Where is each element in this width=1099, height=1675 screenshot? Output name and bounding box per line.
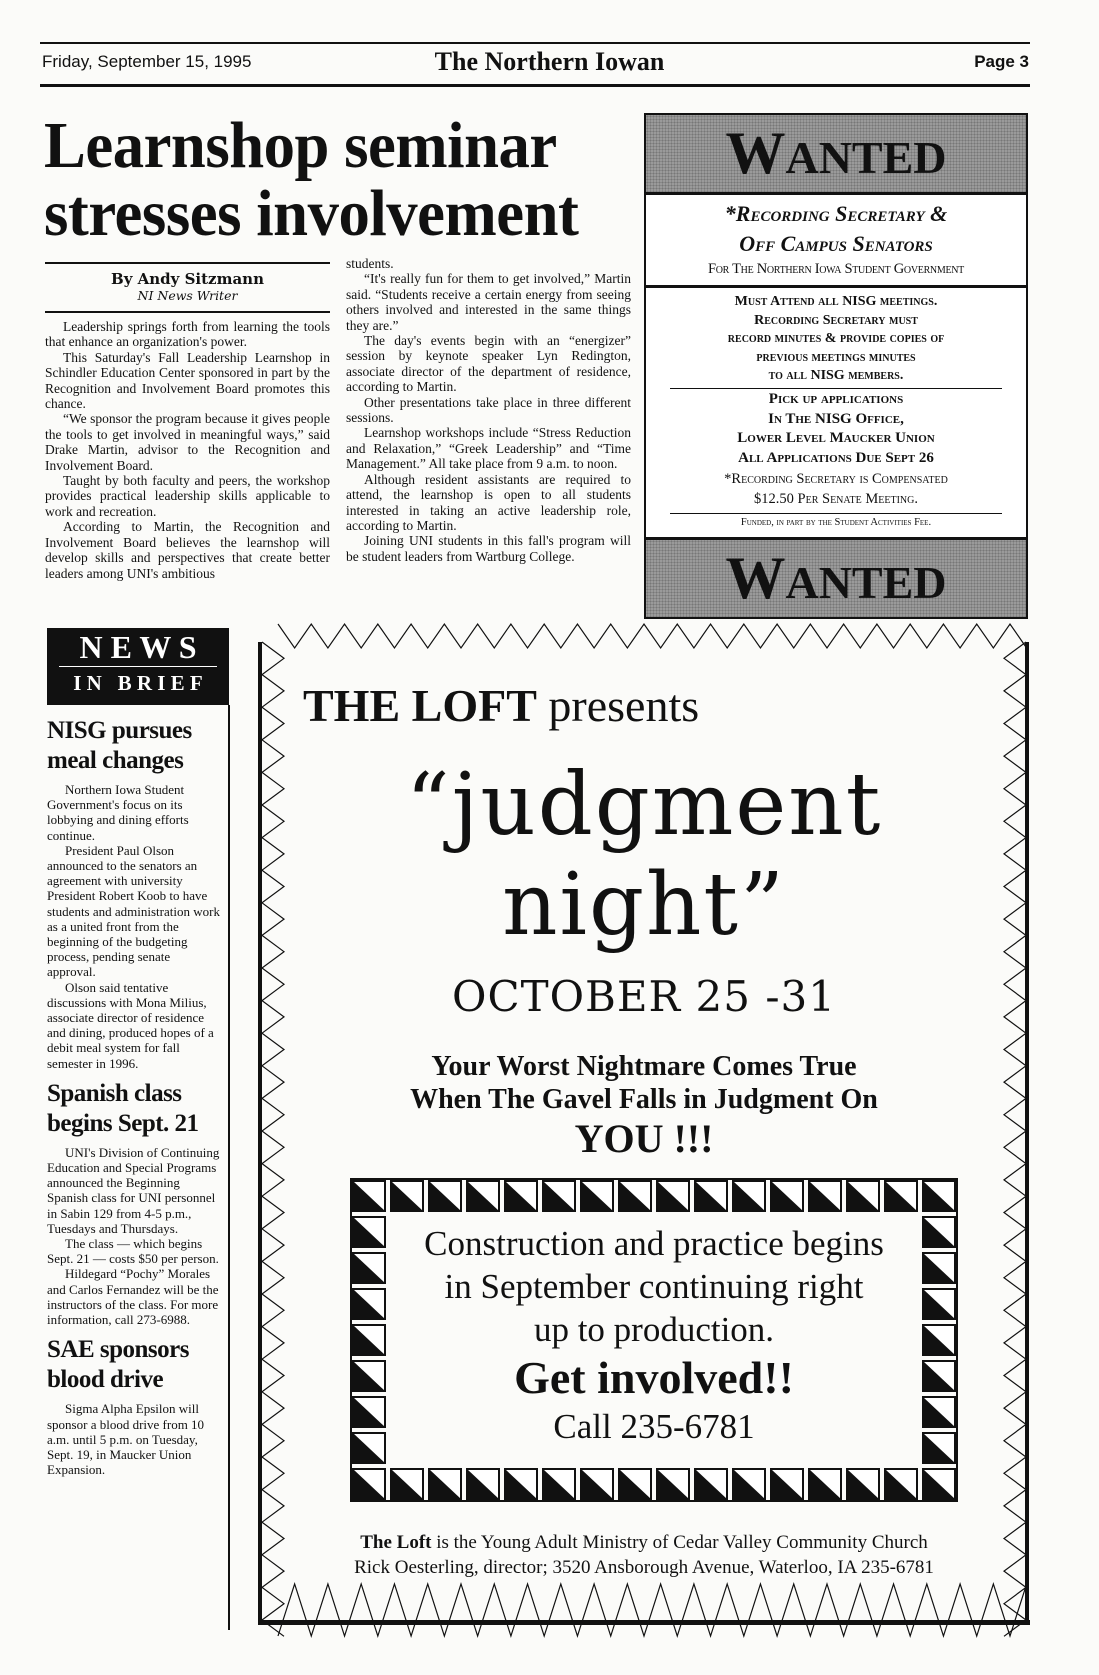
article-headline — [44, 109, 579, 250]
positions: *Recording Secretary & Off Campus Senators — [724, 201, 948, 256]
border-tile — [391, 1469, 423, 1499]
border-tile — [353, 1469, 385, 1499]
event-title-2: night” — [502, 855, 786, 955]
paragraph: President Paul Olson announced to the senators an agreement with university President Robert Koob to have students and administration work as a united front from the beginning of the budgeting process, pending senate approval. — [47, 842, 220, 980]
paragraph: Leadership springs forth from learning the tools that enhance an organization's power. — [45, 319, 330, 350]
sidebar-rule — [228, 705, 230, 1630]
border-tile — [847, 1469, 879, 1499]
brief-headline: Spanish class begins Sept. 21 — [47, 1079, 199, 1137]
border-tile — [885, 1181, 917, 1211]
border-tile — [733, 1181, 765, 1211]
brief-body — [47, 1401, 221, 1477]
border-tile — [543, 1181, 575, 1211]
border-tile — [885, 1469, 917, 1499]
news-briefs — [47, 716, 221, 1485]
byline-bottom-rule — [45, 311, 330, 313]
border-tile — [695, 1181, 727, 1211]
paragraph: The day's events begin with an “energizer” session by keynote speaker Lyn Redington, associate director of the department of residence, according to Martin. — [346, 333, 631, 395]
border-tile — [543, 1469, 575, 1499]
divider — [670, 388, 1002, 389]
border-tile — [505, 1181, 537, 1211]
paragraph: Sigma Alpha Epsilon will sponsor a blood drive from 10 a.m. until 5 p.m. on Tuesday, Sept. 19, in Maucker Union Expansion. — [47, 1401, 205, 1478]
header-bottom-rule — [40, 84, 1030, 87]
paragraph: According to Martin, the Recognition and Involvement Board believes the learnshop will develop skills and perspectives that create better leaders among UNI's ambitious — [45, 519, 330, 581]
paragraph: Although resident assistants are required to attend, the learnshop is open to all students interested in taking an active leadership role, according to Martin. — [346, 471, 631, 533]
page-number: Page 3 — [974, 52, 1029, 71]
headline-line-2: stresses involvement — [44, 177, 579, 250]
event-dates: OCTOBER 25 -31 — [452, 972, 836, 1021]
issue-date: Friday, September 15, 1995 — [42, 52, 252, 71]
funded-note: Funded, in part by the Student Activities Fee. — [740, 517, 932, 528]
border-tile — [467, 1469, 499, 1499]
zigzag-edge — [278, 624, 1027, 648]
get-involved: Get involved!! — [514, 1352, 794, 1403]
border-bar — [258, 1620, 1030, 1625]
paragraph: “We sponsor the program because it gives people the tools to get involved in meaningful ways,” said Drake Martin, advisor to the Recognition and Involvement Board. — [45, 411, 330, 473]
paragraph: Olson said tentative discussions with Mona Milius, associate director of residence and dining, produced hopes of a debit meal system for fall semester in 1996. — [47, 979, 214, 1071]
border-tile — [923, 1469, 955, 1499]
masthead: The Northern Iowan — [434, 47, 665, 76]
pickup-info — [646, 390, 1026, 468]
ad-line: Recording Secretary must — [754, 312, 918, 328]
column-2-lead: students. — [346, 256, 394, 271]
paragraph: Joining UNI students in this fall's program will be student leaders from Wartburg College. — [346, 533, 631, 564]
border-tile — [619, 1181, 651, 1211]
ad-line: In The NISG Office, — [768, 410, 904, 427]
ad-line: Must Attend all NISG meetings. — [734, 294, 938, 309]
divider — [670, 513, 1002, 514]
paragraph: UNI's Division of Continuing Education and Special Programs announced the Beginning Spanish class for UNI personnel in Sabin 129 from 4-5 p.m., Tuesdays and Thursdays. — [47, 1144, 220, 1236]
border-tile — [467, 1181, 499, 1211]
ad-line: *Recording Secretary is Compensated — [724, 471, 948, 487]
ad-line: $12.50 Per Senate Meeting. — [754, 490, 918, 507]
border-tile — [391, 1181, 423, 1211]
paragraph: Hildegard “Pochy” Morales and Carlos Fernandez will be the instructors of the class. For more information, call 273-6988. — [47, 1266, 219, 1328]
ad-line: to all NISG members. — [768, 368, 904, 383]
brief-headline: NISG pursues meal changes — [47, 717, 192, 774]
border-tile — [657, 1181, 689, 1211]
border-tile — [429, 1469, 461, 1499]
paragraph: Taught by both faculty and peers, the workshop provides practical leadership skills applicable to work and recreation. — [45, 473, 330, 519]
border-tile — [657, 1469, 689, 1499]
divider — [646, 192, 1026, 195]
wanted-banner-top: WANTED — [646, 115, 1026, 192]
byline — [45, 270, 330, 303]
construction-box: Construction and practice begins in September continuing right up to production. Get involved!! Call 235-6781 — [350, 1222, 958, 1448]
requirements — [646, 293, 1026, 386]
paragraph: “It's really fun for them to get involved,” Martin said. “Students receive a certain energy from seeing others involved and interested in the same things they are.” — [346, 271, 631, 333]
paragraph: This Saturday's Fall Leadership Learnshop in Schindler Education Center sponsored in part by the Recognition and Involvement Board promotes this chance. — [45, 349, 330, 412]
compensation — [646, 470, 1026, 509]
border-tile — [847, 1181, 879, 1211]
tagline: Your Worst Nightmare Comes True When The Gavel Falls in Judgment On YOU !!! — [410, 1051, 878, 1161]
news-in-brief-banner — [47, 628, 229, 705]
call-number: Call 235-6781 — [553, 1407, 755, 1446]
ad-line: record minutes & provide copies of — [727, 331, 945, 346]
ad-line: Pick up applications — [768, 391, 904, 407]
border-tile — [809, 1469, 841, 1499]
border-tile — [733, 1469, 765, 1499]
paragraph: Northern Iowa Student Government's focus on its lobbying and dining efforts continue. — [47, 782, 189, 843]
border-tile — [505, 1469, 537, 1499]
border-tile — [619, 1469, 651, 1499]
border-tile — [581, 1181, 613, 1211]
for-line: For The Northern Iowa Student Government — [707, 261, 964, 277]
author-role: NI News Writer — [137, 288, 238, 303]
border-tile — [771, 1181, 803, 1211]
brief-body — [47, 1145, 221, 1327]
header-top-rule — [40, 42, 1030, 44]
loft-footer: The Loft is the Young Adult Ministry of Cedar Valley Community Church Rick Oesterling, director; 3520 Ansborough Avenue, Waterloo, IA 235-6781 — [354, 1532, 934, 1578]
border-tile — [809, 1181, 841, 1211]
border-tile — [353, 1181, 385, 1211]
paragraph: Learnshop workshops include “Stress Reduction and Relaxation,” “Greek Leadership” and “Time Management.” All take place from 9 a.m. to noon. — [346, 425, 631, 472]
ad-line: previous meetings minutes — [756, 349, 916, 365]
event-title-1: “judgment — [405, 755, 883, 855]
article-column-2 — [346, 256, 631, 564]
divider — [59, 666, 217, 667]
byline-top-rule — [45, 262, 330, 264]
wanted-banner-bottom: WANTED — [646, 540, 1026, 617]
border-tile — [923, 1181, 955, 1211]
divider — [646, 285, 1026, 288]
ad-line: All Applications Due Sept 26 — [738, 449, 934, 466]
brief-body — [47, 782, 221, 1071]
in-brief-title: I N B R I E F — [73, 671, 203, 695]
border-tile — [695, 1469, 727, 1499]
paragraph: Other presentations take place in three different sessions. — [346, 394, 631, 426]
loft-presents: THE LOFT presents — [303, 680, 700, 731]
border-tile — [581, 1469, 613, 1499]
brief-headline: SAE sponsors blood drive — [47, 1336, 189, 1394]
border-tile — [771, 1469, 803, 1499]
headline-line-1: Learnshop seminar — [44, 109, 557, 182]
loft-ad — [258, 622, 1030, 1640]
wanted-ad — [644, 113, 1028, 619]
news-title: N E W S — [79, 629, 197, 665]
paragraph: The class — which begins Sept. 21 — costs $50 per person. — [47, 1236, 219, 1267]
article-column-1 — [45, 319, 330, 581]
ad-line: Lower Level Maucker Union — [737, 430, 935, 446]
author-name: By Andy Sitzmann — [111, 270, 264, 288]
border-tile — [429, 1181, 461, 1211]
zigzag-edge — [278, 1584, 1027, 1636]
